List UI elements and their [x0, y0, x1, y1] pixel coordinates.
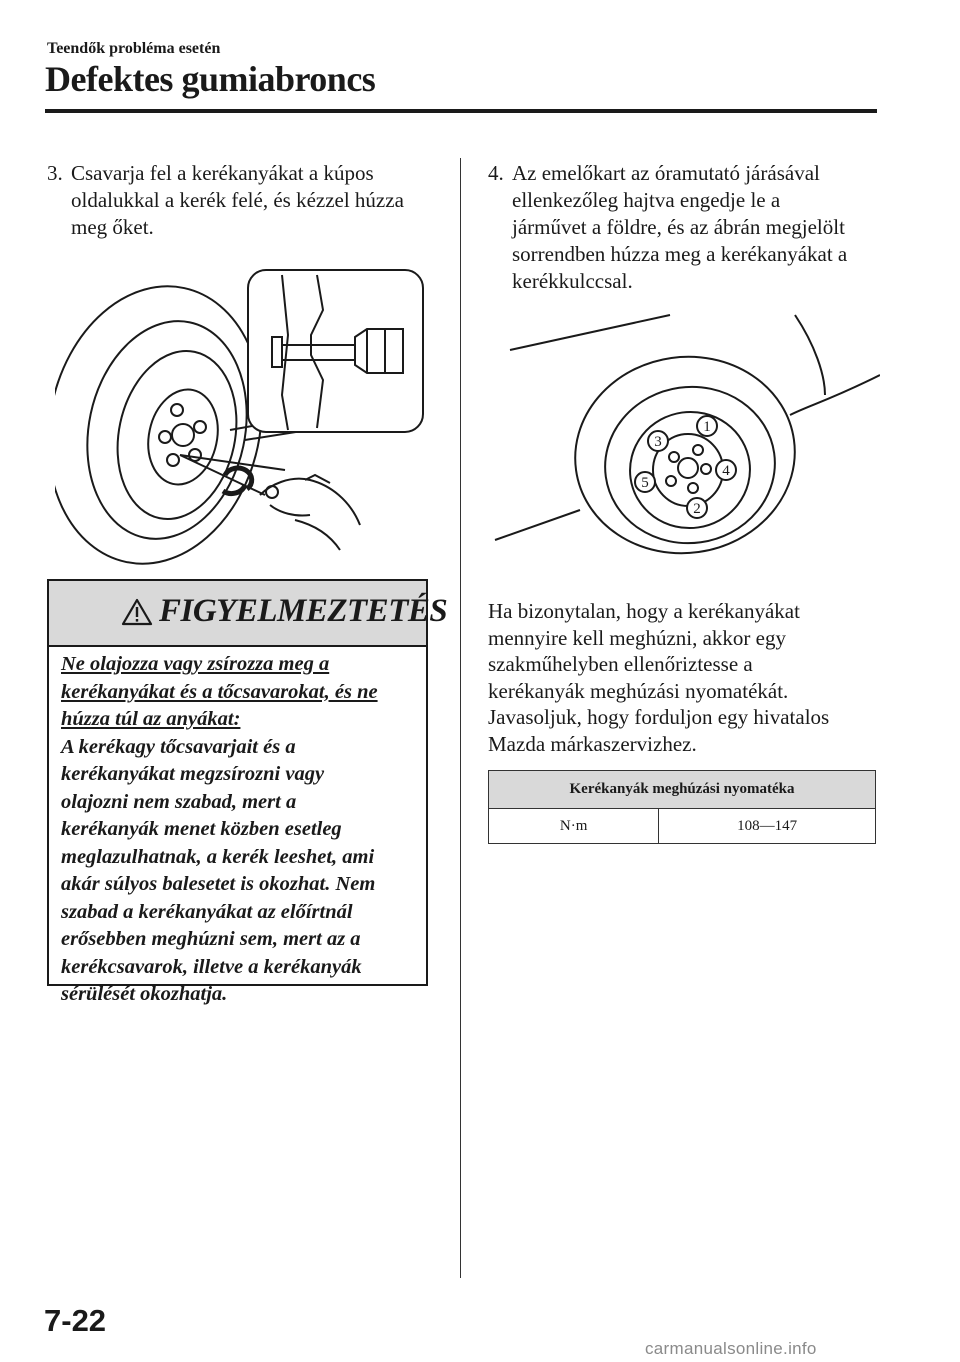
breadcrumb: Teendők probléma esetén [47, 40, 221, 57]
nut-label-5: 5 [641, 475, 649, 491]
warning-text-line: kerékanyákat megzsírozni vagy [61, 763, 325, 785]
paragraph-line: szakműhelyben ellenőriztesse a [488, 652, 753, 676]
warning-box [47, 579, 448, 1005]
warning-text-line: akár súlyos balesetet is okozhat. Nem [61, 873, 376, 895]
tightening-sequence-illustration [490, 305, 880, 560]
step-4-line: Az emelőkart az óramutató járásával [512, 161, 820, 185]
warning-text-line: kerékcsavarok, illetve a kerékanyák [61, 955, 362, 978]
warning-text-line: meglazulhatnak, a kerék leeshet, ami [61, 845, 375, 868]
step-4-line: kerékkulccsal. [512, 269, 633, 293]
nut-label-4: 4 [722, 463, 730, 479]
step-3 [47, 160, 442, 241]
nut-label-2: 2 [693, 501, 701, 517]
warning-text-line: sérülését okozhatja. [61, 983, 228, 1005]
warning-text-line: kerékanyák menet közben esetleg [61, 818, 342, 840]
warning-text-line: A kerékagy tőcsavarjait és a [61, 735, 296, 758]
nut-label-1: 1 [703, 419, 711, 435]
paragraph-line: kerékanyák meghúzási nyomatékát. [488, 678, 789, 703]
step-4-number: 4. [488, 161, 504, 185]
watermark: carmanualsonline.info [645, 1339, 817, 1358]
paragraph-line: Javasoljuk, hogy forduljon egy hivatalos [488, 705, 830, 729]
step-3-line: oldalukkal a kerék felé, és kézzel húzza [71, 188, 404, 212]
paragraph-line: Ha bizonytalan, hogy a kerékanyákat [488, 599, 800, 623]
page-title: Defektes gumiabroncs [45, 59, 376, 99]
torque-table [488, 770, 876, 844]
warning-text-line: erősebben meghúzni sem, mert az a [61, 928, 361, 950]
warning-headline-line: kerékanyákat és a tőcsavarokat, és ne [61, 680, 378, 703]
title-rule [45, 109, 877, 113]
step-4 [488, 160, 888, 295]
step-3-number: 3. [47, 161, 63, 185]
column-divider [460, 158, 461, 1278]
warning-header [49, 581, 448, 647]
page-number: 7-22 [44, 1303, 107, 1338]
warning-headline-line: Ne olajozza vagy zsírozza meg a [61, 653, 330, 675]
torque-table-header: Kerékanyák meghúzási nyomatéka [489, 771, 876, 809]
nut-label-3: 3 [654, 434, 662, 450]
warning-text-line: szabad a kerékanyákat az előírtnál [61, 900, 353, 923]
step-4-line: sorrendben húzza meg a kerékanyákat a [512, 242, 848, 266]
warning-body [61, 651, 421, 1009]
table-row [489, 809, 876, 844]
step-3-line: Csavarja fel a kerékanyákat a kúpos [71, 161, 374, 185]
warning-headline-line: húzza túl az anyákat: [61, 708, 241, 730]
torque-unit-cell: N·m [489, 809, 659, 844]
paragraph-line: mennyire kell meghúzni, akkor egy [488, 625, 786, 650]
lug-nut-mounting-illustration [55, 265, 435, 565]
warning-title: FIGYELMEZTETÉS [159, 593, 448, 629]
step-4-line: ellenkezőleg hajtva engedje le a [512, 188, 781, 212]
warning-triangle-icon [121, 598, 153, 626]
step-3-line: meg őket. [71, 215, 154, 239]
step-4-line: járművet a földre, és az ábrán megjelölt [512, 215, 845, 239]
torque-advice-paragraph [488, 598, 883, 757]
warning-text-line: olajozni nem szabad, mert a [61, 790, 297, 813]
paragraph-line: Mazda márkaszervizhez. [488, 731, 697, 756]
torque-value-cell: 108—147 [659, 809, 876, 844]
